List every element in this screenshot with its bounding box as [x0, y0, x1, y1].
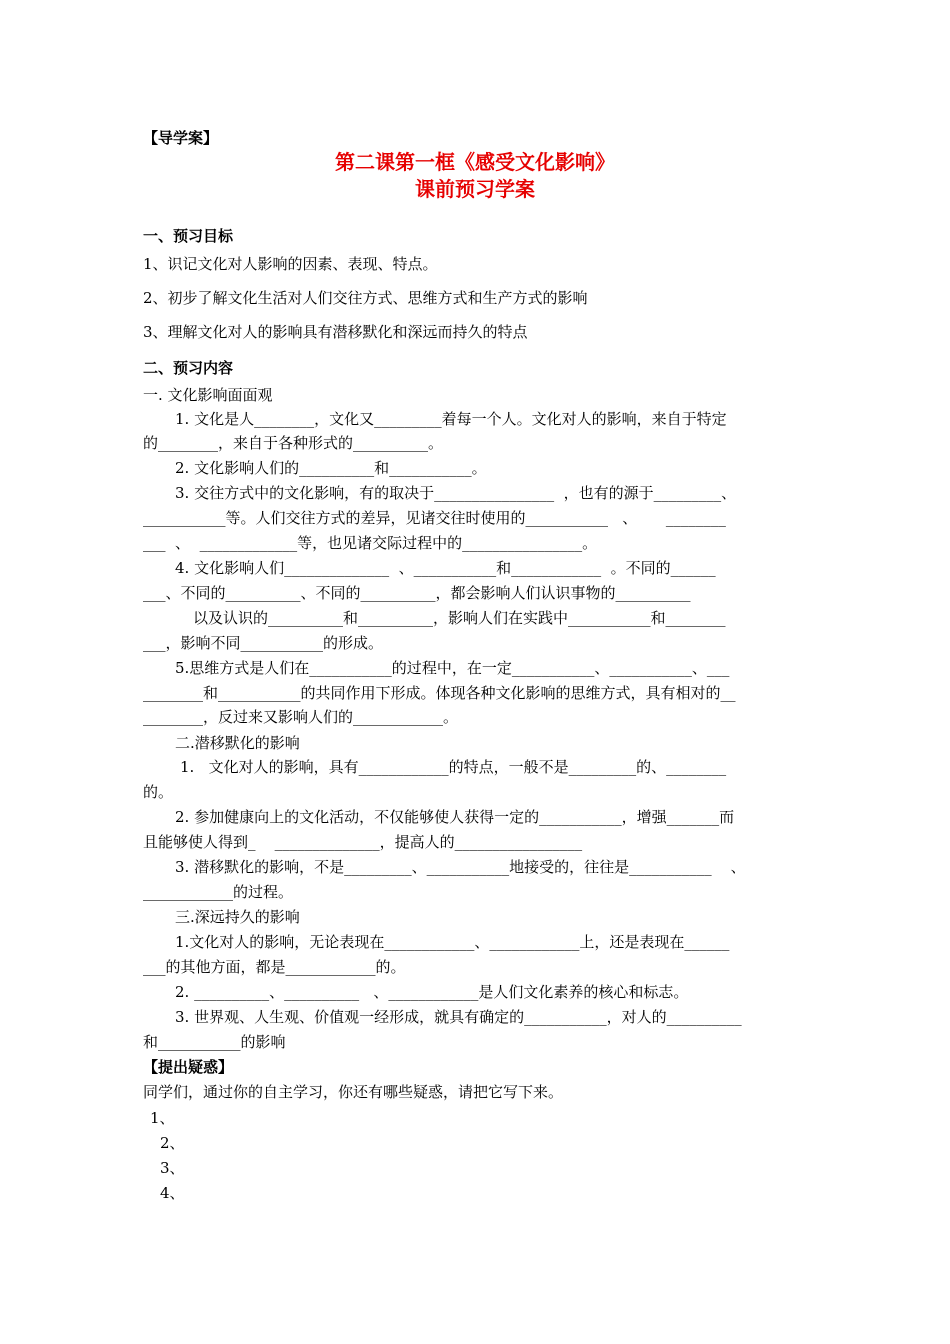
subsection-title: 二.潜移默化的影响: [175, 734, 300, 752]
content-line: 的________，来自于各种形式的__________。: [143, 434, 444, 452]
content-line: 3. 交往方式中的文化影响，有的取决于________________ ，也有的源于_________、: [175, 484, 737, 502]
section-heading-goals: 一、预习目标: [143, 227, 234, 245]
content-line: ___________等。人们交往方式的差异，见诸交往时使用的___________ 、 ________: [143, 509, 726, 527]
content-line: 5.思维方式是人们在___________的过程中，在一定___________、___________、___: [175, 659, 730, 677]
content-line: 2. 文化影响人们的__________和___________。: [175, 459, 487, 477]
content-line: ________，反过来又影响人们的____________。: [143, 708, 459, 726]
section-heading-questions: 【提出疑惑】: [143, 1058, 234, 1076]
questions-intro: 同学们，通过你的自主学习，你还有哪些疑惑，请把它写下来。: [143, 1083, 564, 1101]
content-line: ________和___________的共同作用下形成。体现各种文化影响的思维方式，具有相对的__: [143, 684, 736, 702]
goal-item: 1、识记文化对人影响的因素、表现、特点。: [143, 255, 438, 273]
page-title: 第二课第一框《感受文化影响》: [335, 150, 615, 174]
goal-item: 3、理解文化对人的影响具有潜移默化和深远而持久的特点: [143, 323, 528, 341]
question-item: 2、: [160, 1134, 185, 1152]
content-line: 3. 世界观、人生观、价值观一经形成，就具有确定的___________，对人的__________: [175, 1008, 742, 1026]
content-line: ___ 、 _____________等，也见诸交际过程中的________________。: [143, 534, 598, 552]
content-line: 2. 参加健康向上的文化活动，不仅能够使人获得一定的___________，增强_______而: [175, 808, 735, 826]
content-line: 1. 文化对人的影响，具有____________的特点，一般不是_________的、________: [180, 758, 727, 776]
content-line: 且能够使人得到_ ______________，提高人的_________________: [143, 833, 583, 851]
section-heading-content: 二、预习内容: [143, 359, 234, 377]
question-item: 4、: [160, 1184, 185, 1202]
content-line: ___、不同的__________、不同的__________，都会影响人们认识事物的__________: [143, 584, 691, 602]
content-line: 和___________的影响: [143, 1033, 286, 1051]
question-item: 1、: [150, 1109, 175, 1127]
content-line: 1. 文化是人________，文化又_________着每一个人。文化对人的影响，来自于特定: [175, 410, 727, 428]
subsection-title: 三.深远持久的影响: [175, 908, 300, 926]
subsection-title: 一. 文化影响面面观: [143, 386, 273, 404]
content-line: 3. 潜移默化的影响，不是_________、___________地接受的，往往是___________ 、: [175, 858, 746, 876]
content-line: 1.文化对人的影响，无论表现在____________、____________上，还是表现在______: [175, 933, 730, 951]
header-tag: 【导学案】: [143, 129, 219, 147]
page-subtitle: 课前预习学案: [415, 177, 535, 201]
content-line: ___，影响不同___________的形成。: [143, 634, 384, 652]
content-line: 的。: [143, 783, 174, 801]
content-line: ____________的过程。: [143, 883, 294, 901]
content-line: 2. __________、__________ 、____________是人们文化素养的核心和标志。: [175, 983, 689, 1001]
goal-item: 2、初步了解文化生活对人们交往方式、思维方式和生产方式的影响: [143, 289, 588, 307]
content-line: ___的其他方面，都是____________的。: [143, 958, 406, 976]
content-line: 4. 文化影响人们______________ 、___________和____________ 。不同的______: [175, 559, 716, 577]
question-item: 3、: [160, 1159, 185, 1177]
content-line: 以及认识的__________和__________，影响人们在实践中___________和________: [193, 609, 726, 627]
